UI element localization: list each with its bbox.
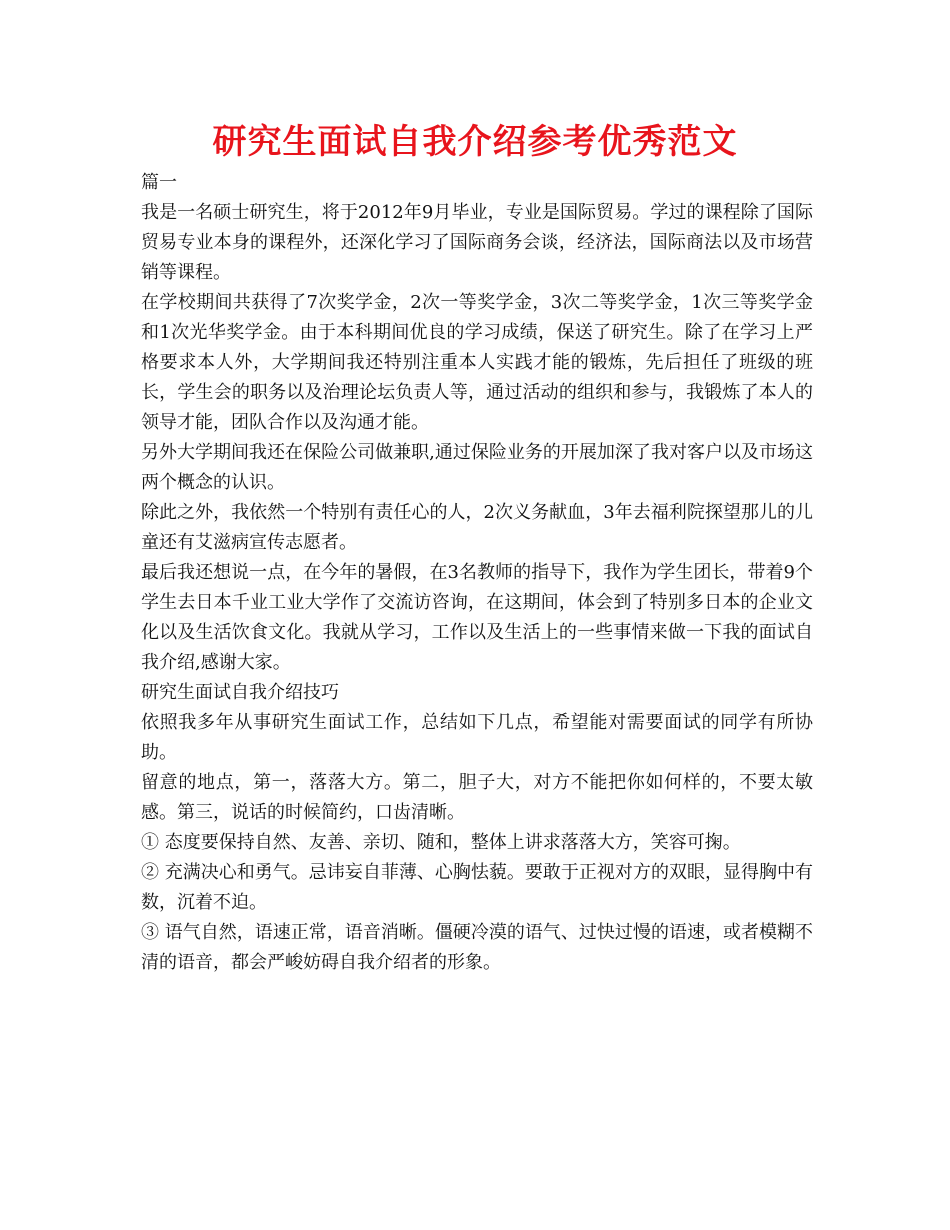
- paragraph: 另外大学期间我还在保险公司做兼职,通过保险业务的开展加深了我对客户以及市场这两个概念的认识。: [141, 442, 813, 493]
- paragraph: 在学校期间共获得了7次奖学金，2次一等奖学金，3次二等奖学金，1次三等奖学金和1次光华奖学金。由于本科期间优良的学习成绩，保送了研究生。除了在学习上严格要求本人外，大学期间我还特别注重本人实践才能的锻炼，先后担任了班级的班长，学生会的职务以及治理论坛负责人等，通过活动的组织和参与，我锻炼了本人的领导才能，团队合作以及沟通才能。: [141, 292, 813, 433]
- document-title: 研究生面试自我介绍参考优秀范文: [212, 122, 738, 162]
- list-item: ① 态度要保持自然、友善、亲切、随和，整体上讲求落落大方，笑容可掬。: [141, 832, 741, 853]
- list-item: ② 充满决心和勇气。忌讳妄自菲薄、心胸怯藐。要敢于正视对方的双眼，显得胸中有数，沉着不迫。: [141, 862, 813, 913]
- document-body: [141, 168, 813, 978]
- paragraph: 我是一名硕士研究生，将于2012年9月毕业，专业是国际贸易。学过的课程除了国际贸易专业本身的课程外，还深化学习了国际商务会谈，经济法，国际商法以及市场营销等课程。: [141, 202, 813, 283]
- list-item: ③ 语气自然，语速正常，语音消晰。僵硬冷漠的语气、过快过慢的语速，或者模糊不清的语音，都会严峻妨碍自我介绍者的形象。: [141, 922, 813, 973]
- paragraph: 除此之外，我依然一个特别有责任心的人，2次义务献血，3年去福利院探望那儿的儿童还有艾滋病宣传志愿者。: [141, 502, 813, 553]
- paragraph: 最后我还想说一点，在今年的暑假，在3名教师的指导下，我作为学生团长，带着9个学生去日本千业工业大学作了交流访咨询，在这期间，体会到了特别多日本的企业文化以及生活饮食文化。我就从学习，工作以及生活上的一些事情来做一下我的面试自我介绍,感谢大家。: [141, 562, 813, 673]
- section-heading: 篇一: [141, 172, 177, 193]
- section-heading: 研究生面试自我介绍技巧: [141, 682, 339, 703]
- paragraph: 依照我多年从事研究生面试工作，总结如下几点，希望能对需要面试的同学有所协助。: [141, 712, 813, 763]
- paragraph: 留意的地点，第一，落落大方。第二，胆子大，对方不能把你如何样的，不要太敏感。第三，说话的时候简约，口齿清晰。: [141, 772, 813, 823]
